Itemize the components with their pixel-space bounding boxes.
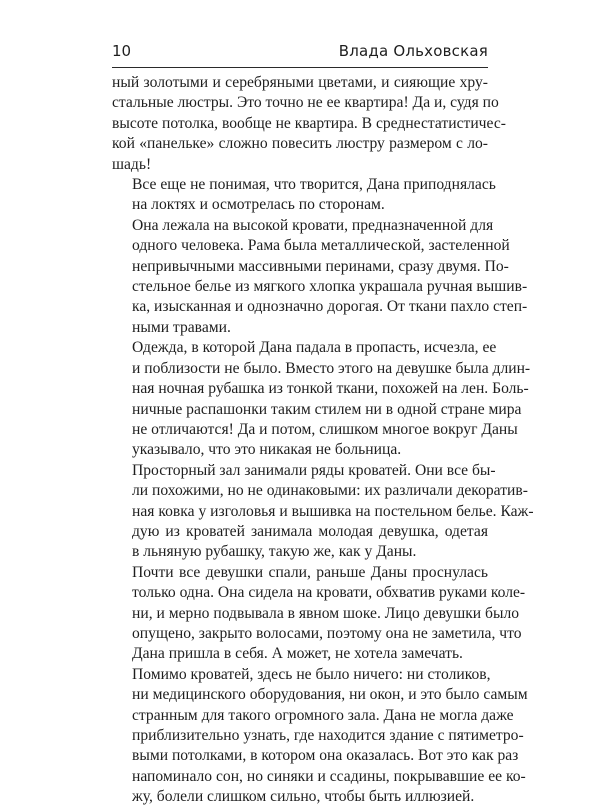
running-head-author: Влада Ольховская <box>338 42 488 60</box>
paragraph <box>112 563 526 665</box>
text-line: стельное белье из мягкого хлопка украшала ручная вышив- <box>132 278 528 296</box>
text-line: ный золотыми и серебряными цветами, и сияющие хру- <box>112 74 488 91</box>
text-line: странным для такого огромного зала. Дана не могла даже <box>132 706 514 724</box>
text-line: кой «панельке» сложно повесить люстру размером с ло- <box>112 135 488 153</box>
paragraph <box>112 73 506 175</box>
text-line: приблизительно узнать, где находится здание с пятиметро- <box>132 727 524 744</box>
text-line: ни медицинского оборудования, ни окон, и это было самым <box>132 686 528 704</box>
text-line: на локтях и осмотрелась по сторонам. <box>132 196 385 214</box>
text-line: непривычными массивными перинами, сразу двумя. По- <box>132 257 509 275</box>
text-line: Помимо кроватей, здесь не было ничего: ни столиков, <box>132 665 491 683</box>
paragraph <box>112 665 528 808</box>
text-line: дую из кроватей занимала молодая девушка, одетая <box>132 522 488 540</box>
text-line: ничные распашонки таким стилем ни в одной стране мира <box>132 400 522 418</box>
text-line: опущено, закрыто волосами, поэтому она не заметила, что <box>132 624 522 642</box>
paragraph <box>112 175 496 216</box>
paragraph <box>112 338 531 460</box>
text-line: одного человека. Рама была металлической, застеленной <box>132 237 510 255</box>
text-line: ными травами. <box>132 318 231 336</box>
text-line: ная ковка у изголовья и вышивка на постельном белье. Каж- <box>132 502 534 520</box>
text-line: ли похожими, но не одинаковыми: их различали декоратив- <box>132 482 528 500</box>
text-line: Дана пришла в себя. А может, не хотела замечать. <box>132 645 463 663</box>
paragraph <box>112 216 528 338</box>
text-line: выми потолками, в котором она оказалась. Вот это как раз <box>132 747 519 765</box>
header-rule <box>112 67 488 68</box>
text-line: не отличаются! Да и потом, слишком многое вокруг Даны <box>132 420 518 438</box>
text-line: высоте потолка, вообще не квартира. В среднестатистичес- <box>112 114 506 132</box>
text-line: Почти все девушки спали, раньше Даны проснулась <box>132 563 488 581</box>
text-line: Все еще не понимая, что творится, Дана приподнялась <box>132 176 496 194</box>
text-line: ная ночная рубашка из тонкой ткани, похожей на лен. Боль- <box>132 380 529 398</box>
text-line: указывало, что это никакая не больница. <box>132 441 402 459</box>
text-line: ка, изысканная и однозначно дорогая. От ткани пахло степ- <box>132 298 528 316</box>
text-line: и поблизости не было. Вместо этого на девушке была длин- <box>132 359 531 377</box>
body-text <box>112 73 534 808</box>
text-line: напоминало сон, но синяки и ссадины, покрывавшие ее ко- <box>132 767 526 785</box>
text-line: стальные люстры. Это точно не ее квартира! Да и, судя по <box>112 94 499 112</box>
paragraph <box>112 461 534 563</box>
page-header <box>112 40 488 64</box>
text-line: только одна. Она сидела на кровати, обхватив руками коле- <box>132 584 526 602</box>
text-line: Просторный зал занимали ряды кроватей. Они все бы- <box>132 461 496 479</box>
text-line: Она лежала на высокой кровати, предназначенной для <box>132 216 494 234</box>
page-number: 10 <box>112 42 132 60</box>
text-line: шадь! <box>112 155 152 173</box>
text-line: ни, и мерно подвывала в явном шоке. Лицо девушки было <box>132 604 520 622</box>
text-line: в льняную рубашку, такую же, как у Даны. <box>132 543 417 561</box>
text-line: жу, болели слишком сильно, чтобы быть иллюзией. <box>132 788 475 806</box>
text-line: Одежда, в которой Дана падала в пропасть, исчезла, ее <box>132 339 497 357</box>
